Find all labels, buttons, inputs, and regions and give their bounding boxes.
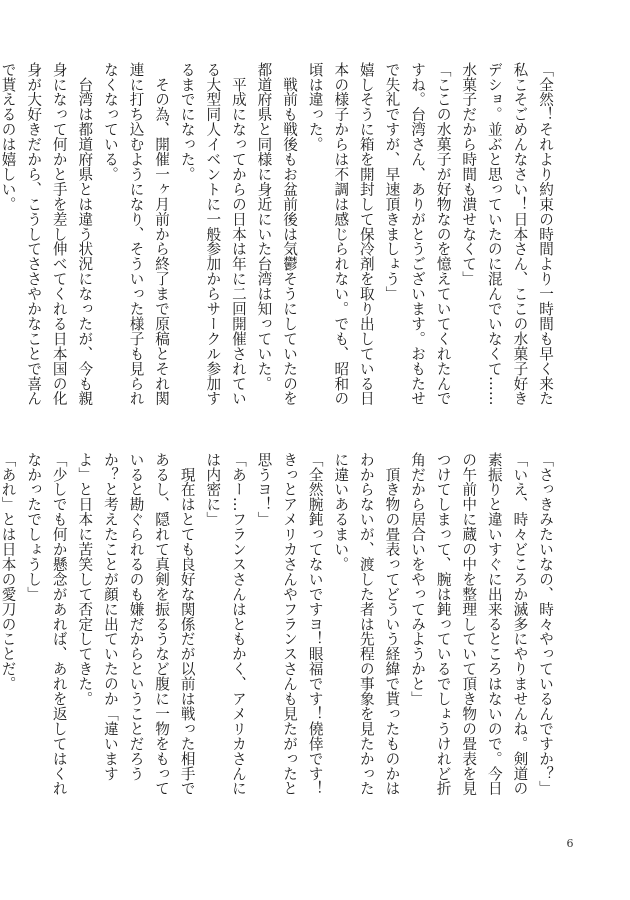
paragraph: 「さっきみたいなの、時々やっているんですか？」 xyxy=(537,452,554,796)
paragraph: 「少しでも何か懸念があれば、あれを返してはくれなかったでしょうし」 xyxy=(25,452,68,796)
paragraph: 「ここの水菓子が好物なのを憶えていてくれたんですね。台湾さん、ありがとうございます。おもたせで失礼ですが、早速頂きましょう」 xyxy=(383,62,452,406)
paragraph: 平成になってからの日本は年に二回開催されている大型同人イベントに一般参加からサークル参加するまでになった。 xyxy=(178,62,247,406)
paragraph: 嬉しそうに箱を開封して保冷剤を取り出している日本の様子からは不調は感じられない。でも、昭和の頃は違った。 xyxy=(306,62,375,406)
paragraph: 台湾は都道府県とは違う状況になったが、今も親身になって何かと手を差し伸べてくれる日本国の化身が大好きだから、こうしてささやかなことで喜んで貰えるのは嬉しい。 xyxy=(0,62,94,406)
paragraph: 戦前も戦後もお盆前後は気鬱そうにしていたのを都道府県と同様に身近にいた台湾は知っていた。 xyxy=(255,62,299,406)
paragraph: 「全然！それより約束の時間より一時間も早く来た私こそごめんなさい！日本さん、ここの水菓子好きデショ。並ぶと思っていたのに混んでいなくて……水菓子だから時間も潰せなくて」 xyxy=(460,62,554,406)
paragraph: 「あれ」とは日本の愛刀のことだ。 xyxy=(0,452,17,692)
paragraph: 「全然腕鈍ってないですヨ！眼福です！僥倖です！きっとアメリカさんやフランスさんも見たがったと思うヨ！」 xyxy=(255,452,324,796)
paragraph: 「いえ、時々どころか滅多にやりませんね。剣道の素振りと違いすぐに出来るところはないので。今日の午前中に蔵の中を整理していて頂き物の畳表を見つけてしまって、腕は鈍っているでしょうけれど折角だから居合いをやってみようかと」 xyxy=(409,452,529,796)
paragraph: 頂き物の畳表ってどういう経緯で貰ったものかはわからないが、渡した者は先程の事象を見たかったに違いあるまい。 xyxy=(332,452,401,796)
bottom-text-block xyxy=(0,452,558,802)
top-text-block xyxy=(0,62,558,412)
paragraph: 「あー…フランスさんはともかく、アメリカさんには内密に」 xyxy=(204,452,247,796)
paragraph: 現在はとても良好な関係だが以前は戦った相手であるし、隠れて真剣を振るうなど腹に一物をもっていると勘ぐられるのも嫌だからということだろうか？と考えたことが顔に出ていたのか「違いますよ」と日本に苦笑して否定してきた。 xyxy=(76,452,196,796)
page-number: 6 xyxy=(566,837,574,850)
paragraph: その為、開催一ヶ月前から終了まで原稿とそれ関連に打ち込むようになり、そういった様子も見られなくなっている。 xyxy=(101,62,171,406)
